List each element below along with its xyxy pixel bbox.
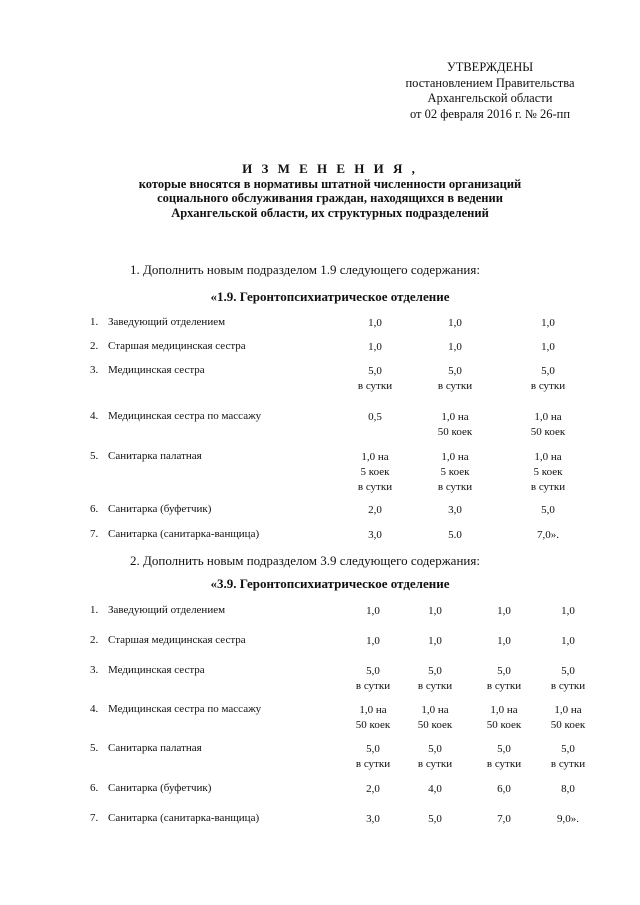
staff-value: 3,0 (368, 529, 382, 541)
staff-value: 2,0 (366, 783, 380, 795)
row-number: 2. (90, 634, 99, 646)
staff-value: 5,0 в сутки (355, 743, 391, 770)
title-line: социального обслуживания граждан, находящихся в ведении (157, 191, 503, 205)
staff-value: 1,0 (368, 317, 382, 329)
section1-heading: «1.9. Геронтопсихиатрическое отделение (210, 289, 450, 304)
staff-value: 3,0 (448, 504, 462, 516)
row-number: 1. (90, 604, 99, 616)
row-number: 5. (90, 742, 99, 754)
staff-value: 4,0 (428, 783, 442, 795)
row-number: 3. (90, 664, 99, 676)
staff-value: 7,0 (497, 813, 511, 825)
row-number: 3. (90, 364, 99, 376)
position-name: Санитарка (буфетчик) (108, 782, 212, 794)
position-name: Заведующий отделением (108, 316, 226, 328)
staff-value: 5,0 (428, 813, 442, 825)
position-name: Санитарка палатная (108, 450, 202, 462)
table-row (90, 664, 610, 704)
section2-heading: «3.9. Геронтопсихиатрическое отделение (210, 576, 450, 591)
staff-value: 1,0 на 50 коек (417, 704, 453, 731)
staff-value: 9,0». (557, 813, 579, 825)
row-number: 1. (90, 316, 99, 328)
staff-value: 5,0 в сутки (486, 665, 522, 692)
staff-value: 6,0 (497, 783, 511, 795)
row-number: 4. (90, 703, 99, 715)
staff-value: 5,0 в сутки (357, 365, 393, 392)
staff-value: 5,0 в сутки (417, 743, 453, 770)
staff-value: 1,0 на 5 коек в сутки (437, 451, 473, 493)
position-name: Медицинская сестра по массажу (108, 703, 262, 715)
title-line: которые вносятся в нормативы штатной численности организаций (138, 176, 522, 191)
table-row (90, 450, 610, 493)
position-name: Санитарка (санитарка-ванщица) (108, 528, 260, 540)
staff-value: 1,0 на 5 коек в сутки (357, 451, 393, 493)
staff-value: 5,0 (541, 504, 555, 516)
staff-value: 1,0 на 50 коек (437, 411, 473, 438)
row-number: 2. (90, 340, 99, 352)
staff-value: 1,0 (561, 605, 575, 617)
approval-line: постановлением Правительства (405, 75, 575, 90)
staff-value: 1,0 (368, 341, 382, 353)
staff-value: 1,0 (541, 317, 555, 329)
staff-value: 1,0 на 50 коек (550, 704, 586, 731)
position-name: Старшая медицинская сестра (108, 340, 246, 352)
document-title (40, 162, 620, 220)
staff-value: 0,5 (368, 411, 382, 423)
staff-value: 1,0 (448, 341, 462, 353)
staff-value: 5,0 в сутки (550, 743, 586, 770)
title-line: Архангельской области, их структурных подразделений (171, 205, 489, 220)
table-row (90, 812, 610, 852)
staff-value: 5,0 в сутки (437, 365, 473, 392)
row-number: 7. (90, 528, 99, 540)
title-heading: И З М Е Н Е Н И Я , (242, 161, 418, 176)
staff-value: 5.0 (448, 529, 462, 541)
staff-value: 1,0 на 5 коек в сутки (530, 451, 566, 493)
position-name: Санитарка палатная (108, 742, 202, 754)
staff-value: 1,0 (497, 605, 511, 617)
staff-value: 1,0 (366, 605, 380, 617)
approval-title: УТВЕРЖДЕНЫ (446, 60, 534, 74)
staff-value: 1,0 (366, 635, 380, 647)
row-number: 6. (90, 503, 99, 515)
table-row (90, 703, 610, 743)
table-row (90, 364, 610, 404)
section1-intro: 1. Дополнить новым подразделом 1.9 следующего содержания: (130, 262, 480, 277)
position-name: Старшая медицинская сестра (108, 634, 246, 646)
approval-block (380, 60, 600, 122)
staff-value: 1,0 (428, 605, 442, 617)
staff-value: 1,0 (561, 635, 575, 647)
position-name: Медицинская сестра (108, 664, 205, 676)
staff-value: 5,0 в сутки (417, 665, 453, 692)
approval-date: от 02 февраля 2016 г. № 26-пп (409, 106, 571, 121)
staff-value: 1,0 (541, 341, 555, 353)
staff-value: 1,0 на 50 коек (486, 704, 522, 731)
row-number: 7. (90, 812, 99, 824)
staff-value: 1,0 (497, 635, 511, 647)
position-name: Заведующий отделением (108, 604, 226, 616)
table-row (90, 410, 610, 450)
section2-intro: 2. Дополнить новым подразделом 3.9 следующего содержания: (130, 553, 480, 568)
staff-value: 1,0 (428, 635, 442, 647)
staff-value: 5,0 в сутки (550, 665, 586, 692)
staff-value: 2,0 (368, 504, 382, 516)
staff-value: 3,0 (366, 813, 380, 825)
position-name: Санитарка (санитарка-ванщица) (108, 812, 260, 824)
staff-value: 1,0 (448, 317, 462, 329)
staff-value: 5,0 в сутки (355, 665, 391, 692)
staff-value: 5,0 в сутки (530, 365, 566, 392)
row-number: 4. (90, 410, 99, 422)
row-number: 6. (90, 782, 99, 794)
row-number: 5. (90, 450, 99, 462)
approval-line: Архангельской области (427, 91, 553, 105)
staff-value: 8,0 (561, 783, 575, 795)
position-name: Санитарка (буфетчик) (108, 503, 212, 515)
table-row (90, 742, 610, 782)
staff-value: 7,0». (537, 529, 559, 541)
staff-value: 1,0 на 50 коек (530, 411, 566, 438)
staff-value: 1,0 на 50 коек (355, 704, 391, 731)
staff-value: 5,0 в сутки (486, 743, 522, 770)
position-name: Медицинская сестра по массажу (108, 410, 262, 422)
position-name: Медицинская сестра (108, 364, 205, 376)
